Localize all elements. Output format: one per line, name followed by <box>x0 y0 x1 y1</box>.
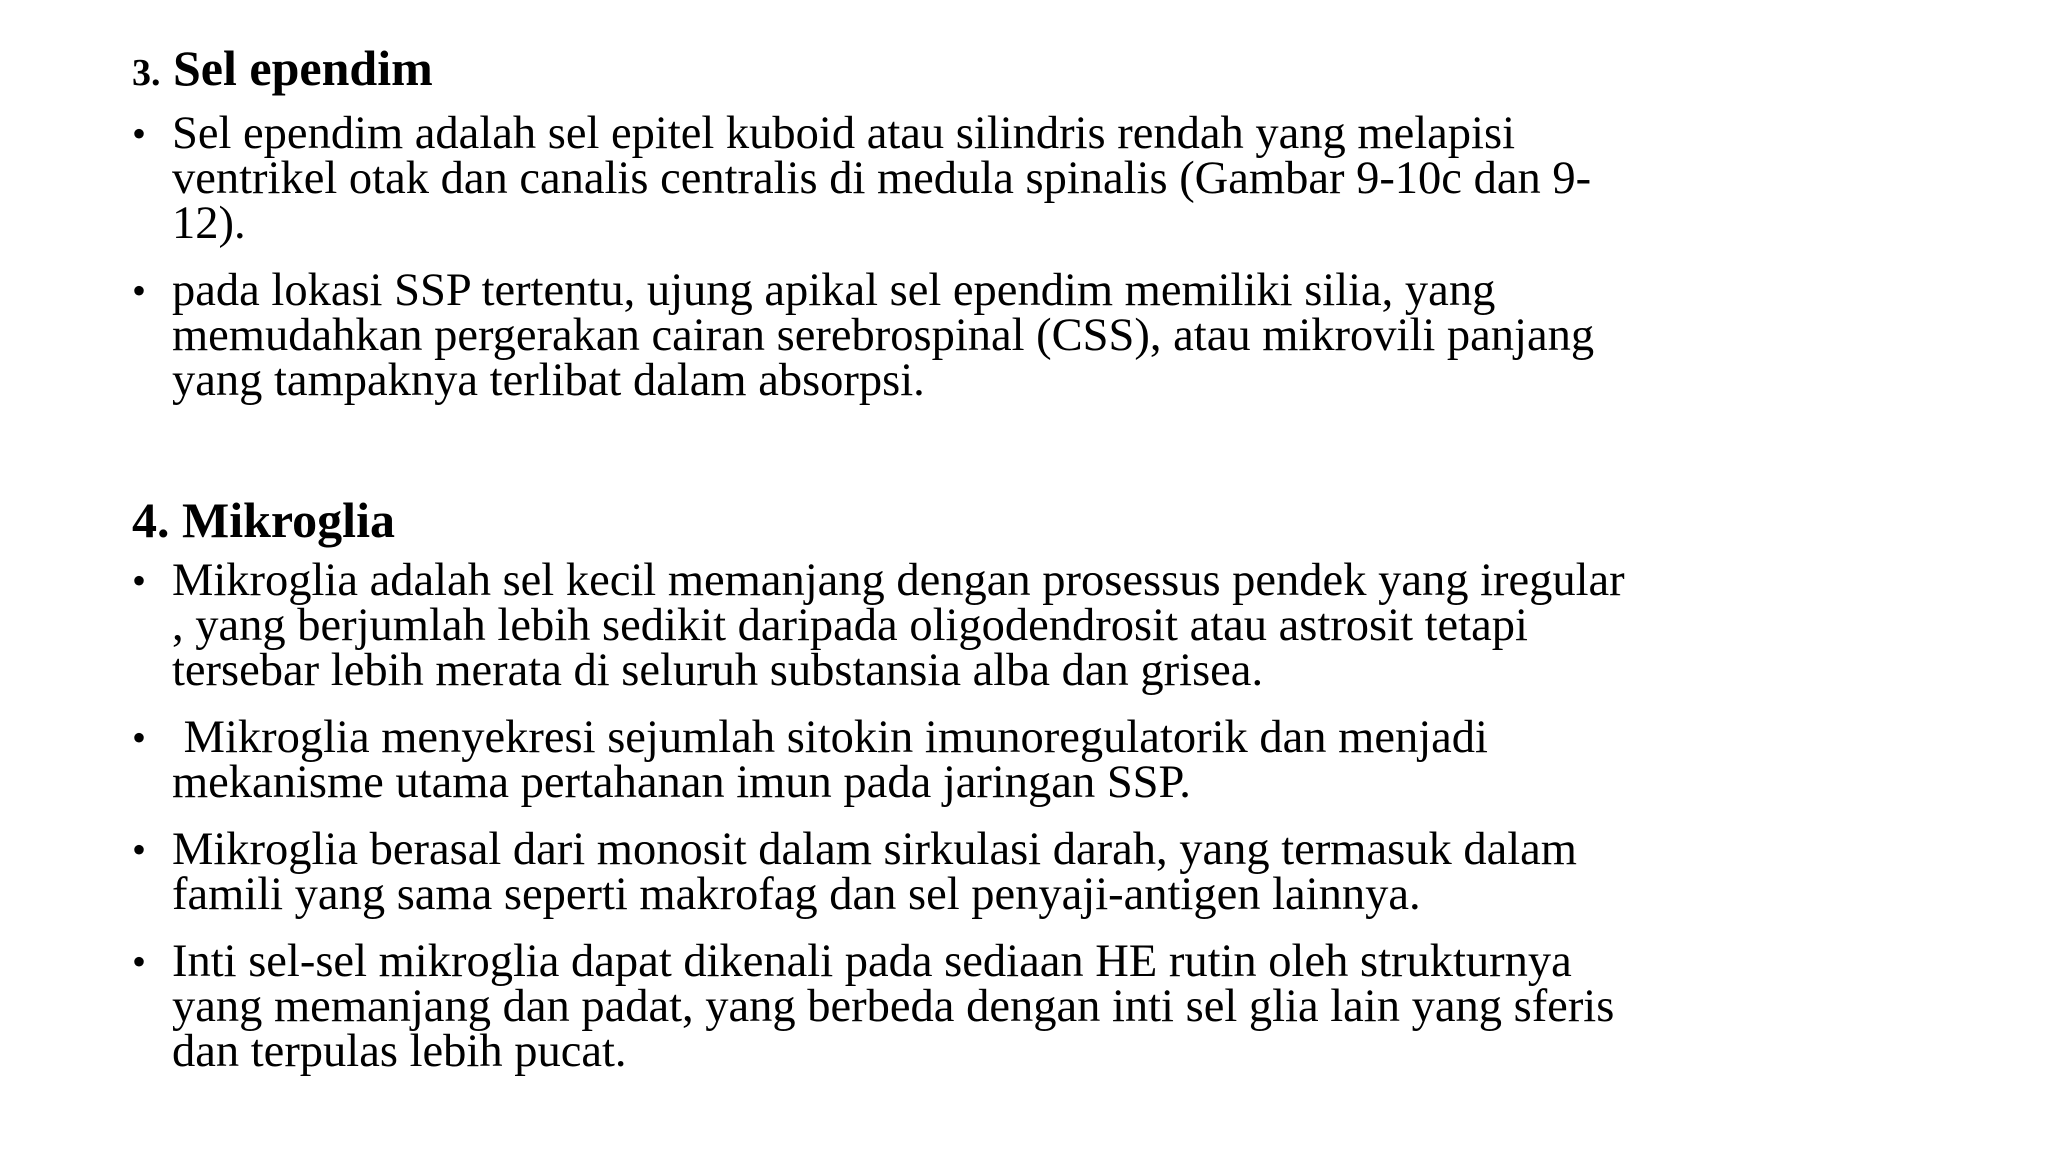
bullet-marker: • <box>132 558 147 603</box>
section-title: Mikroglia <box>182 492 395 548</box>
text-line: , yang berjumlah lebih sedikit daripada oligodendrosit atau astrosit tetapi <box>172 600 1528 651</box>
bullet-marker: • <box>132 268 147 313</box>
text-line: famili yang sama seperti makrofag dan sel penyaji-antigen lainnya. <box>172 869 1421 920</box>
text-line: memudahkan pergerakan cairan serebrospinal (CSS), atau mikrovili panjang <box>172 310 1595 361</box>
text-line: 12). <box>172 198 246 249</box>
section-sel-ependim <box>132 38 1892 425</box>
bullet-marker: • <box>132 715 147 760</box>
text-line: Inti sel-sel mikroglia dapat dikenali pada sediaan HE rutin oleh strukturnya <box>172 936 1572 987</box>
text-line: yang tampaknya terlibat dalam absorpsi. <box>172 355 925 406</box>
text-line: Mikroglia berasal dari monosit dalam sirkulasi darah, yang termasuk dalam <box>172 824 1577 875</box>
text-line: mekanisme utama pertahanan imun pada jaringan SSP. <box>172 757 1191 808</box>
section-title: Sel ependim <box>173 40 433 96</box>
text-line: pada lokasi SSP tertentu, ujung apikal sel ependim memiliki silia, yang <box>172 265 1496 316</box>
section-heading <box>132 490 1892 550</box>
list-item <box>132 712 1892 808</box>
list-item <box>132 936 1892 1077</box>
bullet-text <box>172 108 1892 249</box>
bullet-list <box>132 108 1892 406</box>
list-item <box>132 824 1892 920</box>
bullet-text <box>172 712 1892 808</box>
bullet-text <box>172 265 1892 406</box>
text-line: Sel ependim adalah sel epitel kuboid atau silindris rendah yang melapisi <box>172 108 1515 159</box>
text-line: yang memanjang dan padat, yang berbeda dengan inti sel glia lain yang sferis <box>172 981 1615 1032</box>
section-heading <box>132 38 1892 103</box>
bullet-text <box>172 824 1892 920</box>
section-number: 4. <box>132 492 170 548</box>
section-number: 3. <box>132 52 161 94</box>
list-item <box>132 108 1892 249</box>
text-line: dan terpulas lebih pucat. <box>172 1026 627 1077</box>
text-line: ventrikel otak dan canalis centralis di medula spinalis (Gambar 9-10c dan 9- <box>172 153 1592 204</box>
text-line: Mikroglia adalah sel kecil memanjang dengan prosessus pendek yang iregular <box>172 555 1625 606</box>
bullet-marker: • <box>132 939 147 984</box>
bullet-text <box>172 936 1892 1077</box>
bullet-marker: • <box>132 827 147 872</box>
bullet-marker: • <box>132 111 147 156</box>
text-line: Mikroglia menyekresi sejumlah sitokin imunoregulatorik dan menjadi <box>172 712 1488 763</box>
list-item <box>132 555 1892 696</box>
list-item <box>132 265 1892 406</box>
section-mikroglia <box>132 490 1892 1096</box>
text-line: tersebar lebih merata di seluruh substansia alba dan grisea. <box>172 645 1264 696</box>
bullet-text <box>172 555 1892 696</box>
bullet-list <box>132 555 1892 1077</box>
